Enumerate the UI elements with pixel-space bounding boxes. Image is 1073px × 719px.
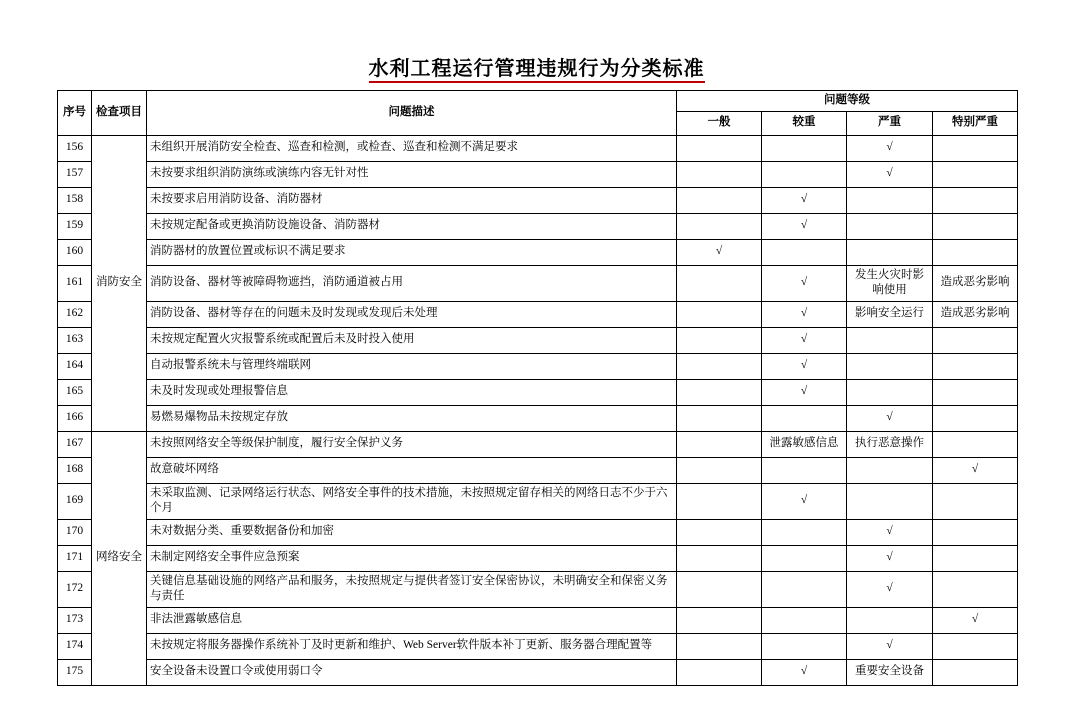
level-general-cell [677,135,762,161]
row-index: 163 [58,327,92,353]
problem-description: 消防设备、器材等被障碍物遮挡，消防通道被占用 [147,265,677,301]
table-header [58,91,1018,136]
level-severe-cell [847,327,933,353]
table-row [58,213,1018,239]
row-index: 175 [58,659,92,685]
level-critical-cell [933,571,1018,607]
problem-description: 未按规定配备或更换消防设施设备、消防器材 [147,213,677,239]
table-row [58,327,1018,353]
header-level-severe: 严重 [847,111,933,135]
level-moderate-cell: √ [762,301,847,327]
row-index: 168 [58,457,92,483]
problem-description: 消防设备、器材等存在的问题未及时发现或发现后未处理 [147,301,677,327]
problem-description: 安全设备未设置口令或使用弱口令 [147,659,677,685]
header-level-group: 问题等级 [677,91,1018,112]
table-row [58,239,1018,265]
level-critical-cell: √ [933,457,1018,483]
table-row [58,265,1018,301]
row-index: 158 [58,187,92,213]
level-general-cell [677,431,762,457]
row-index: 173 [58,607,92,633]
level-general-cell [677,571,762,607]
table-row [58,457,1018,483]
level-severe-cell [847,239,933,265]
table-row [58,607,1018,633]
level-critical-cell [933,135,1018,161]
level-general-cell [677,545,762,571]
table-row [58,405,1018,431]
problem-description: 未组织开展消防安全检查、巡查和检测，或检查、巡查和检测不满足要求 [147,135,677,161]
header-index: 序号 [58,91,92,136]
header-level-moderate: 较重 [762,111,847,135]
level-severe-cell [847,379,933,405]
level-general-cell [677,633,762,659]
header-category: 检查项目 [92,91,147,136]
table-row [58,161,1018,187]
level-critical-cell: 造成恶劣影响 [933,265,1018,301]
row-index: 164 [58,353,92,379]
row-index: 171 [58,545,92,571]
level-moderate-cell: √ [762,327,847,353]
problem-description: 消防器材的放置位置或标识不满足要求 [147,239,677,265]
problem-description: 未按规定配置火灾报警系统或配置后未及时投入使用 [147,327,677,353]
problem-description: 未按要求组织消防演练或演练内容无针对性 [147,161,677,187]
document-title [0,58,1073,83]
row-index: 160 [58,239,92,265]
header-level-general: 一般 [677,111,762,135]
problem-description: 未及时发现或处理报警信息 [147,379,677,405]
level-moderate-cell: √ [762,483,847,519]
table-row [58,135,1018,161]
table-body [58,135,1018,685]
level-critical-cell [933,213,1018,239]
table-row [58,301,1018,327]
level-severe-cell [847,353,933,379]
level-moderate-cell [762,405,847,431]
level-severe-cell: √ [847,405,933,431]
table-row [58,519,1018,545]
level-general-cell [677,301,762,327]
level-severe-cell: √ [847,545,933,571]
level-critical-cell [933,187,1018,213]
level-general-cell [677,379,762,405]
problem-description: 自动报警系统未与管理终端联网 [147,353,677,379]
level-severe-cell: √ [847,571,933,607]
level-severe-cell: 影响安全运行 [847,301,933,327]
row-index: 162 [58,301,92,327]
level-moderate-cell [762,633,847,659]
level-general-cell [677,659,762,685]
level-severe-cell [847,483,933,519]
header-row-group [58,91,1018,112]
level-critical-cell [933,327,1018,353]
problem-description: 未按照网络安全等级保护制度，履行安全保护义务 [147,431,677,457]
level-severe-cell: 重要安全设备 [847,659,933,685]
category-cell: 网络安全 [92,431,147,685]
row-index: 157 [58,161,92,187]
level-moderate-cell: √ [762,213,847,239]
level-general-cell: √ [677,239,762,265]
level-severe-cell: 执行恶意操作 [847,431,933,457]
header-level-critical: 特别严重 [933,111,1018,135]
table-row [58,187,1018,213]
level-severe-cell: √ [847,633,933,659]
level-critical-cell [933,353,1018,379]
level-moderate-cell [762,161,847,187]
problem-description: 故意破坏网络 [147,457,677,483]
level-severe-cell: √ [847,161,933,187]
level-moderate-cell: 泄露敏感信息 [762,431,847,457]
level-general-cell [677,483,762,519]
level-moderate-cell: √ [762,353,847,379]
problem-description: 未制定网络安全事件应急预案 [147,545,677,571]
level-critical-cell [933,239,1018,265]
level-general-cell [677,265,762,301]
table-row [58,379,1018,405]
level-critical-cell [933,405,1018,431]
level-moderate-cell [762,545,847,571]
problem-description: 非法泄露敏感信息 [147,607,677,633]
level-critical-cell [933,431,1018,457]
level-severe-cell: 发生火灾时影响使用 [847,265,933,301]
table-row [58,545,1018,571]
level-general-cell [677,405,762,431]
problem-description: 未采取监测、记录网络运行状态、网络安全事件的技术措施，未按照规定留存相关的网络日志不少于六个月 [147,483,677,519]
row-index: 166 [58,405,92,431]
row-index: 174 [58,633,92,659]
table-row [58,633,1018,659]
level-general-cell [677,187,762,213]
row-index: 156 [58,135,92,161]
level-critical-cell [933,633,1018,659]
level-severe-cell: √ [847,135,933,161]
document-title-text: 水利工程运行管理违规行为分类标准 [369,58,705,83]
row-index: 159 [58,213,92,239]
level-severe-cell: √ [847,519,933,545]
table-row [58,353,1018,379]
row-index: 165 [58,379,92,405]
level-critical-cell [933,379,1018,405]
problem-description: 未按规定将服务器操作系统补丁及时更新和维护、Web Server软件版本补丁更新、服务器合理配置等 [147,633,677,659]
level-moderate-cell [762,571,847,607]
level-general-cell [677,161,762,187]
level-moderate-cell [762,519,847,545]
row-index: 169 [58,483,92,519]
level-moderate-cell: √ [762,265,847,301]
level-severe-cell [847,457,933,483]
level-general-cell [677,327,762,353]
category-cell: 消防安全 [92,135,147,431]
level-severe-cell [847,213,933,239]
table-row [58,659,1018,685]
problem-description: 关键信息基础设施的网络产品和服务，未按照规定与提供者签订安全保密协议，未明确安全和保密义务与责任 [147,571,677,607]
level-general-cell [677,519,762,545]
table-row [58,483,1018,519]
level-moderate-cell: √ [762,379,847,405]
row-index: 161 [58,265,92,301]
row-index: 170 [58,519,92,545]
level-severe-cell [847,607,933,633]
row-index: 172 [58,571,92,607]
level-general-cell [677,353,762,379]
level-critical-cell [933,659,1018,685]
level-critical-cell: √ [933,607,1018,633]
level-general-cell [677,213,762,239]
level-moderate-cell [762,457,847,483]
level-moderate-cell [762,239,847,265]
level-critical-cell [933,519,1018,545]
level-critical-cell [933,483,1018,519]
level-critical-cell [933,161,1018,187]
header-description: 问题描述 [147,91,677,136]
level-moderate-cell: √ [762,187,847,213]
problem-description: 易燃易爆物品未按规定存放 [147,405,677,431]
problem-description: 未对数据分类、重要数据备份和加密 [147,519,677,545]
problem-description: 未按要求启用消防设备、消防器材 [147,187,677,213]
table-row [58,431,1018,457]
level-general-cell [677,457,762,483]
level-severe-cell [847,187,933,213]
violation-classification-table [57,90,1018,686]
level-moderate-cell [762,135,847,161]
level-moderate-cell [762,607,847,633]
level-critical-cell [933,545,1018,571]
table-row [58,571,1018,607]
level-general-cell [677,607,762,633]
row-index: 167 [58,431,92,457]
level-moderate-cell: √ [762,659,847,685]
level-critical-cell: 造成恶劣影响 [933,301,1018,327]
